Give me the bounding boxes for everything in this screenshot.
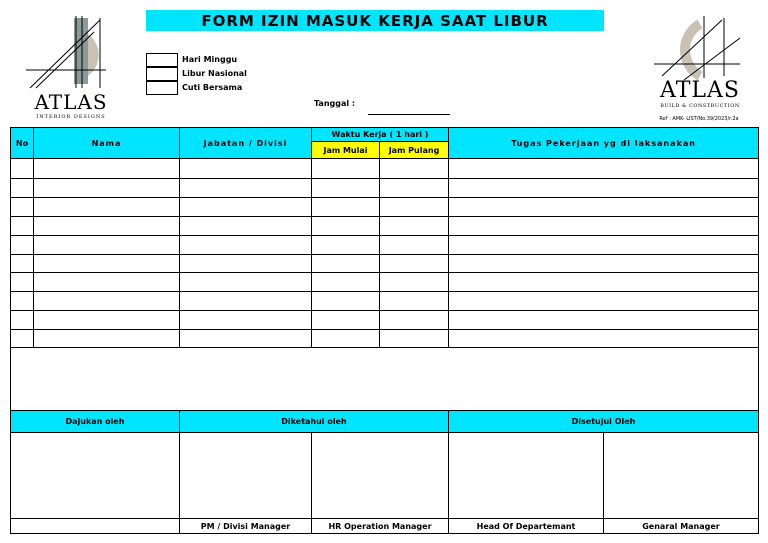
logo-right-name: ATLAS bbox=[660, 78, 740, 103]
option-label-cuti-bersama: Cuti Bersama bbox=[182, 83, 243, 92]
reference-number: Ref : AMK- LIST/No.39/2023/r.2a bbox=[659, 116, 739, 122]
role-head: Head Of Departemant bbox=[476, 521, 576, 531]
header-jam-pulang: Jam Pulang bbox=[380, 142, 448, 158]
header-jam-mulai: Jam Mulai bbox=[312, 142, 379, 158]
logo-right-sub: BUILD & CONSTRUCTION bbox=[660, 103, 740, 109]
role-gm: Genaral Manager bbox=[642, 521, 720, 531]
signature-box-hr[interactable] bbox=[312, 433, 448, 518]
form-title: FORM IZIN MASUK KERJA SAAT LIBUR bbox=[146, 10, 604, 31]
header-no: No bbox=[11, 128, 33, 158]
atlas-build-logo-mark-icon bbox=[644, 14, 754, 86]
signature-box-submitter[interactable] bbox=[11, 433, 179, 518]
signature-header-approved: Disetujui Oleh bbox=[449, 411, 758, 432]
header-tugas: Tugas Pekerjaan yg di laksanakan bbox=[449, 128, 758, 158]
checkbox-hari-minggu[interactable] bbox=[146, 53, 178, 67]
header-waktu-kerja: Waktu Kerja ( 1 hari ) bbox=[312, 128, 448, 141]
task-entry-column[interactable] bbox=[449, 159, 758, 347]
option-label-libur-nasional: Libur Nasional bbox=[182, 69, 247, 78]
role-pm: PM / Divisi Manager bbox=[200, 521, 291, 531]
signature-box-pm[interactable] bbox=[180, 433, 311, 518]
date-field-line[interactable] bbox=[368, 114, 450, 115]
header-nama: Nama bbox=[34, 128, 179, 158]
atlas-interior-logo bbox=[16, 14, 126, 124]
checkbox-cuti-bersama[interactable] bbox=[146, 81, 178, 95]
start-time-entry-column[interactable] bbox=[312, 159, 379, 347]
logo-left-name: ATLAS bbox=[34, 90, 108, 114]
signature-box-gm[interactable] bbox=[604, 433, 758, 518]
signature-box-head[interactable] bbox=[449, 433, 603, 518]
checkbox-libur-nasional[interactable] bbox=[146, 67, 178, 81]
signature-header-submitted: Dajukan oleh bbox=[11, 411, 179, 432]
atlas-build-logo bbox=[644, 14, 754, 126]
date-label: Tanggal : bbox=[314, 99, 356, 108]
name-entry-column[interactable] bbox=[34, 159, 179, 347]
header-jabatan: Jabatan / Divisi bbox=[180, 128, 311, 158]
logo-left-sub: INTERIOR DESIGNS bbox=[36, 114, 106, 120]
option-label-hari-minggu: Hari Minggu bbox=[182, 55, 238, 64]
end-time-entry-column[interactable] bbox=[380, 159, 448, 347]
role-hr: HR Operation Manager bbox=[328, 521, 432, 531]
signature-header-acknowledged: Diketahui oleh bbox=[180, 411, 448, 432]
position-entry-column[interactable] bbox=[180, 159, 311, 347]
